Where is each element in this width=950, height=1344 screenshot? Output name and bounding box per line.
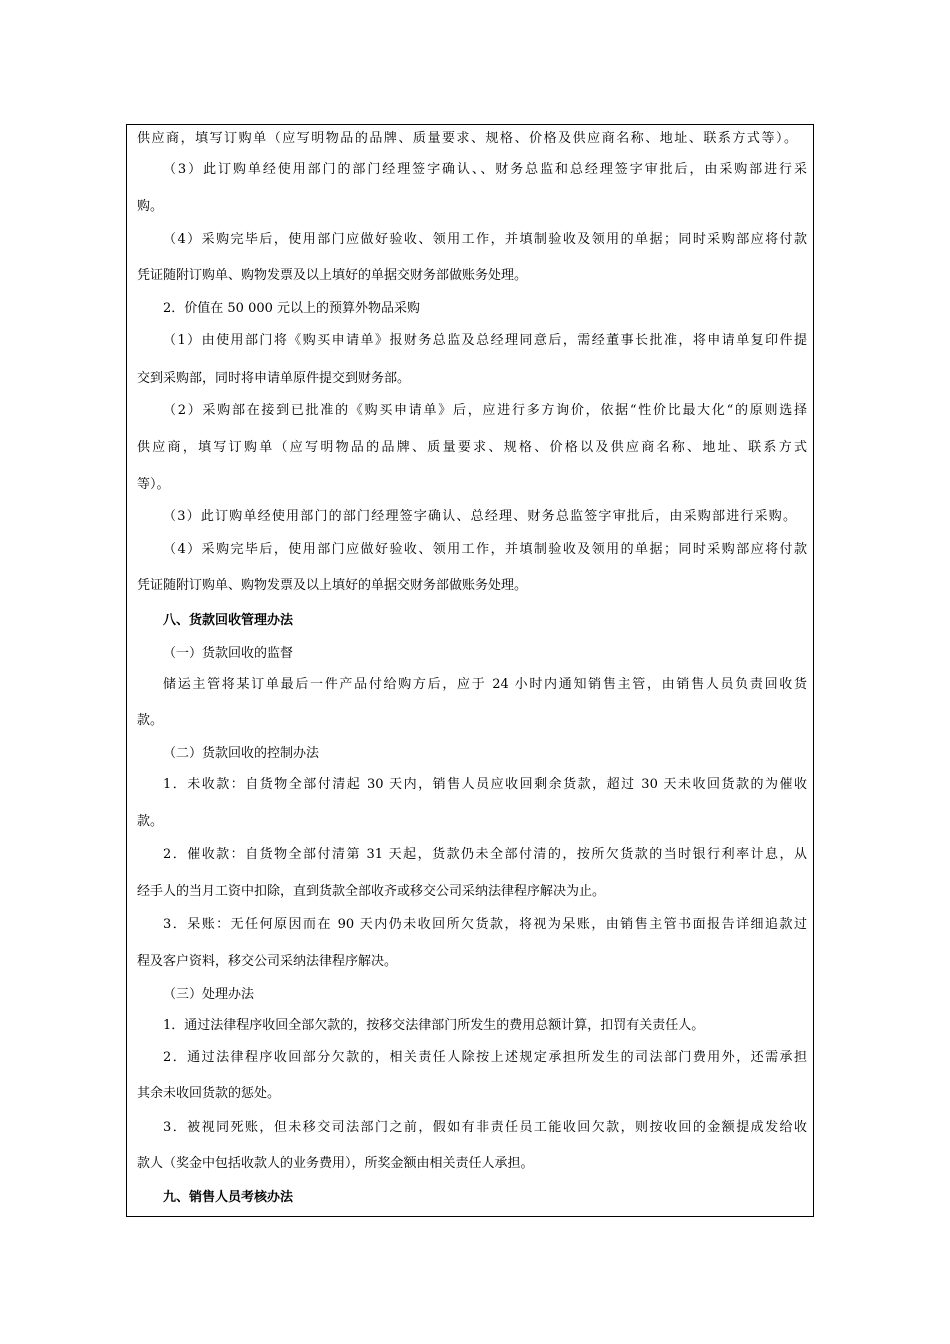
paragraph-line: 3．被视同死账，但未移交司法部门之前，假如有非责任员工能收回欠款，则按收回的金额提成发给收 [163,1120,807,1135]
paragraph-line: 供应商，填写订购单（应写明物品的品牌、质量要求、规格、价格以及供应商名称、地址、联系方式 [137,440,807,455]
subsection-heading: （一）货款回收的监督 [163,646,294,661]
paragraph-line: 款。 [137,814,164,829]
paragraph-line: 程及客户资料，移交公司采纳法律程序解决。 [137,954,398,969]
section-heading: 2．价值在 50 000 元以上的预算外物品采购 [163,301,421,316]
paragraph-line: （3）此订购单经使用部门的部门经理签字确认、总经理、财务总监签字审批后，由采购部进行采购。 [163,509,796,524]
paragraph-line: 凭证随附订购单、购物发票及以上填好的单据交财务部做账务处理。 [137,578,528,593]
paragraph-line: 储运主管将某订单最后一件产品付给购方后，应于 24 小时内通知销售主管，由销售人员负责回收货 [163,677,807,692]
paragraph-line: （2）采购部在接到已批准的《购买申请单》后，应进行多方询价，依据“性价比最大化“的原则选择 [163,403,807,418]
paragraph-line: 凭证随附订购单、购物发票及以上填好的单据交财务部做账务处理。 [137,268,528,283]
section-heading: 九、销售人员考核办法 [163,1190,294,1205]
paragraph-line: 3．呆账：无任何原因而在 90 天内仍未收回所欠货款，将视为呆账，由销售主管书面报告详细追款过 [163,917,807,932]
section-heading: 八、货款回收管理办法 [163,613,294,628]
paragraph-line: 1．通过法律程序收回全部欠款的，按移交法律部门所发生的费用总额计算，扣罚有关责任人。 [163,1018,705,1033]
paragraph-line: 款人（奖金中包括收款人的业务费用），所奖金额由相关责任人承担。 [137,1156,534,1171]
paragraph-line: （1）由使用部门将《购买申请单》报财务总监及总经理同意后，需经董事长批准，将申请单复印件提 [163,333,807,348]
paragraph-line: 购。 [137,199,164,214]
paragraph-line: 等）。 [137,477,170,492]
paragraph-line: 交到采购部，同时将申请单原件提交到财务部。 [137,371,411,386]
paragraph-line: 款。 [137,713,164,728]
paragraph-line: 1．未收款：自货物全部付清起 30 天内，销售人员应收回剩余货款，超过 30 天未收回货款的为催收 [163,777,807,792]
paragraph-line: （3）此订购单经使用部门的部门经理签字确认、、财务总监和总经理签字审批后，由采购部进行采 [163,162,807,177]
subsection-heading: （三）处理办法 [163,987,255,1002]
paragraph-line: 2．通过法律程序收回部分欠款的，相关责任人除按上述规定承担所发生的司法部门费用外，还需承担 [163,1050,807,1065]
paragraph-line: 2．催收款：自货物全部付清第 31 天起，货款仍未全部付清的，按所欠货款的当时银行利率计息，从 [163,847,807,862]
subsection-heading: （二）货款回收的控制办法 [163,746,320,761]
paragraph-line: 供应商，填写订购单（应写明物品的品牌、质量要求、规格、价格及供应商名称、地址、联系方式等）。 [137,131,797,146]
paragraph-line: 经手人的当月工资中扣除，直到货款全部收齐或移交公司采纳法律程序解决为止。 [137,884,606,899]
paragraph-line: 其余未收回货款的惩处。 [137,1086,281,1101]
paragraph-line: （4）采购完毕后，使用部门应做好验收、领用工作，并填制验收及领用的单据；同时采购部应将付款 [163,542,807,557]
paragraph-line: （4）采购完毕后，使用部门应做好验收、领用工作，并填制验收及领用的单据；同时采购部应将付款 [163,232,807,247]
